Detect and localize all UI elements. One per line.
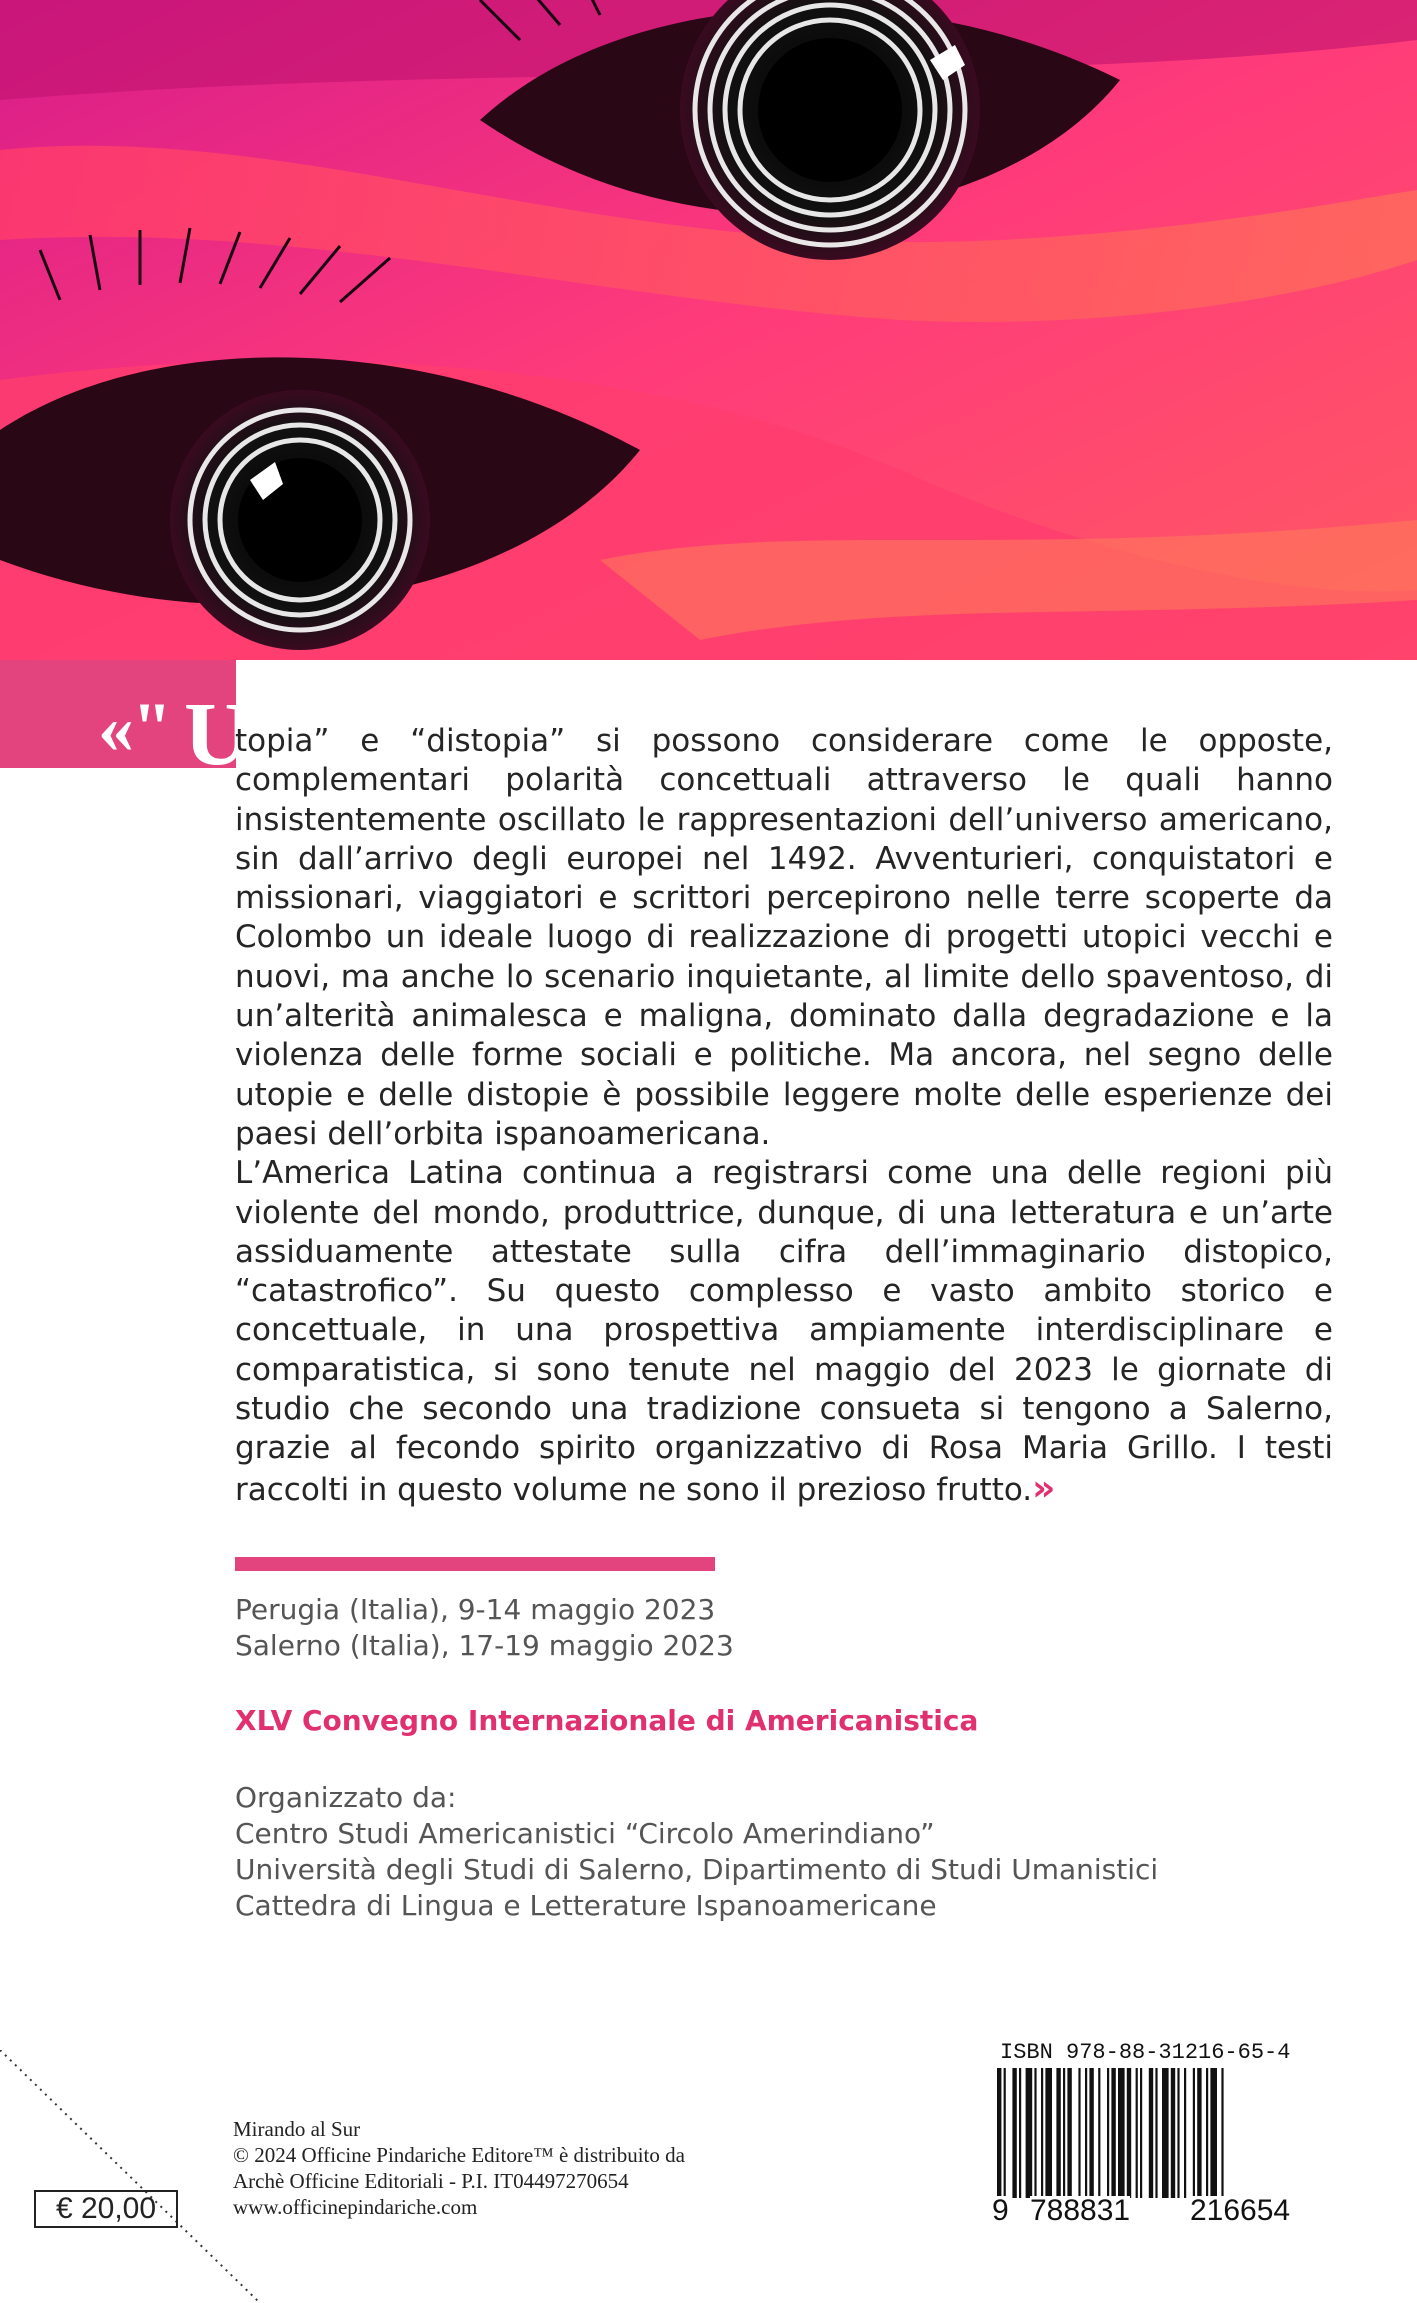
barcode-bar [1089, 2068, 1093, 2198]
barcode-bar [1026, 2068, 1033, 2198]
organizer-item: Cattedra di Lingua e Letterature Ispanoamericane [235, 1889, 937, 1922]
barcode-bar [1045, 2068, 1052, 2198]
isbn-barcode [993, 2068, 1335, 2208]
dotted-cut-line [0, 2050, 260, 2303]
barcode-bar [1221, 2068, 1223, 2198]
barcode-bar [1111, 2068, 1115, 2198]
barcode-bar [1041, 2068, 1043, 2198]
barcode-bar [1019, 2068, 1021, 2198]
barcode-bar [1056, 2068, 1060, 2198]
barcode-bar [1063, 2068, 1065, 2198]
back-cover-blurb [235, 722, 1333, 1510]
barcode-bar [1085, 2068, 1087, 2198]
barcode-bar [997, 2068, 1001, 2198]
barcode-bar [1067, 2068, 1071, 2198]
barcode-bar [1012, 2068, 1016, 2198]
drop-cap: U [184, 685, 249, 784]
barcode-bar [1078, 2068, 1080, 2198]
imprint [233, 2116, 685, 2220]
accent-rule [235, 1557, 715, 1571]
barcode-bar [1193, 2068, 1195, 2198]
isbn-label: ISBN 978-88-31216-65-4 [1000, 2040, 1291, 2065]
closing-quote-mark: » [1032, 1467, 1056, 1509]
barcode-bar [1206, 2068, 1208, 2198]
organizer-item: Centro Studi Americanistici “Circolo Amerindiano” [235, 1817, 935, 1850]
barcode-bar [1136, 2068, 1138, 2198]
barcode-bar [1149, 2068, 1153, 2198]
blurb-paragraph-2-text: L’America Latina continua a registrarsi come una delle regioni più violente del mondo, produttrice, dunque, di una letteratura e un’arte assiduamente attestate sulla cifra dell’immaginario distopico, “catastrofico”. Su questo complesso e vasto ambito storico e concettuale, in una prospettiva ampiamente interdisciplinare e comparatistica, si sono tenute nel maggio del 2023 le giornate di studio che secondo una tradizione consueta si tengono a Salerno, grazie al fecondo spirito organizzativo di Rosa Maria Grillo. I testi raccolti in questo volume ne sono il prezioso frutto. [235, 1155, 1333, 1508]
barcode-right-group: 216654 [1190, 2194, 1291, 2227]
distributor-line: Archè Officine Editoriali - P.I. IT04497270654 [233, 2169, 629, 2193]
barcode-bar [1140, 2068, 1142, 2198]
barcode-bar [1177, 2068, 1179, 2198]
barcode-bar [1107, 2068, 1109, 2198]
congress-title: XLV Convegno Internazionale di Americanistica [235, 1704, 979, 1737]
organizers [235, 1780, 1158, 1924]
opening-quote-mark: «" [98, 688, 170, 768]
event-dates [235, 1592, 734, 1664]
barcode-bar [1004, 2068, 1006, 2198]
barcode-bar [1197, 2068, 1201, 2198]
barcode-bar [1210, 2068, 1217, 2198]
organizers-heading: Organizzato da: [235, 1781, 457, 1814]
event-date-salerno: Salerno (Italia), 17-19 maggio 2023 [235, 1629, 734, 1662]
blurb-paragraph-1: topia” e “distopia” si possono considerare come le opposte, complementari polarità concettuali attraverso le quali hanno insistentemente oscillato le rappresentazioni dell’universo americano, sin dall’arrivo degli europei nel 1492. Avventurieri, conquistatori e missionari, viaggiatori e scrittori percepirono nelle terre scoperte da Colombo un ideale luogo di realizzazione di progetti utopici vecchi e nuovi, ma anche lo scenario inquietante, al limite dello spaventoso, di un’alterità animalesca e maligna, dominato dalla degradazione e la violenza delle forme sociali e politiche. Ma ancora, nel segno delle utopie e delle distopie è possibile leggere molte delle esperienze dei paesi dell’orbita ispanoamericana. [235, 723, 1333, 1152]
barcode-bar [1118, 2068, 1125, 2198]
copyright-line: © 2024 Officine Pindariche Editore™ è distribuito da [233, 2143, 685, 2167]
barcode-bar [1127, 2068, 1131, 2198]
organizer-item: Università degli Studi di Salerno, Dipartimento di Studi Umanistici [235, 1853, 1159, 1886]
barcode-bar [1098, 2068, 1100, 2198]
blurb-paragraph-2 [235, 1154, 1333, 1510]
barcode-bar [1171, 2068, 1175, 2198]
barcode-bar [1184, 2068, 1186, 2198]
series-name: Mirando al Sur [233, 2117, 361, 2141]
barcode-bar [1034, 2068, 1036, 2198]
barcode-left-group: 788831 [1030, 2194, 1131, 2227]
barcode-bar [1155, 2068, 1157, 2198]
cover-illustration [0, 0, 1417, 660]
barcode-first-digit: 9 [992, 2194, 1009, 2227]
price-label: € 20,00 [34, 2190, 178, 2228]
barcode-bar [1162, 2068, 1169, 2198]
event-date-perugia: Perugia (Italia), 9-14 maggio 2023 [235, 1593, 716, 1626]
publisher-website: www.officinepindariche.com [233, 2195, 478, 2219]
